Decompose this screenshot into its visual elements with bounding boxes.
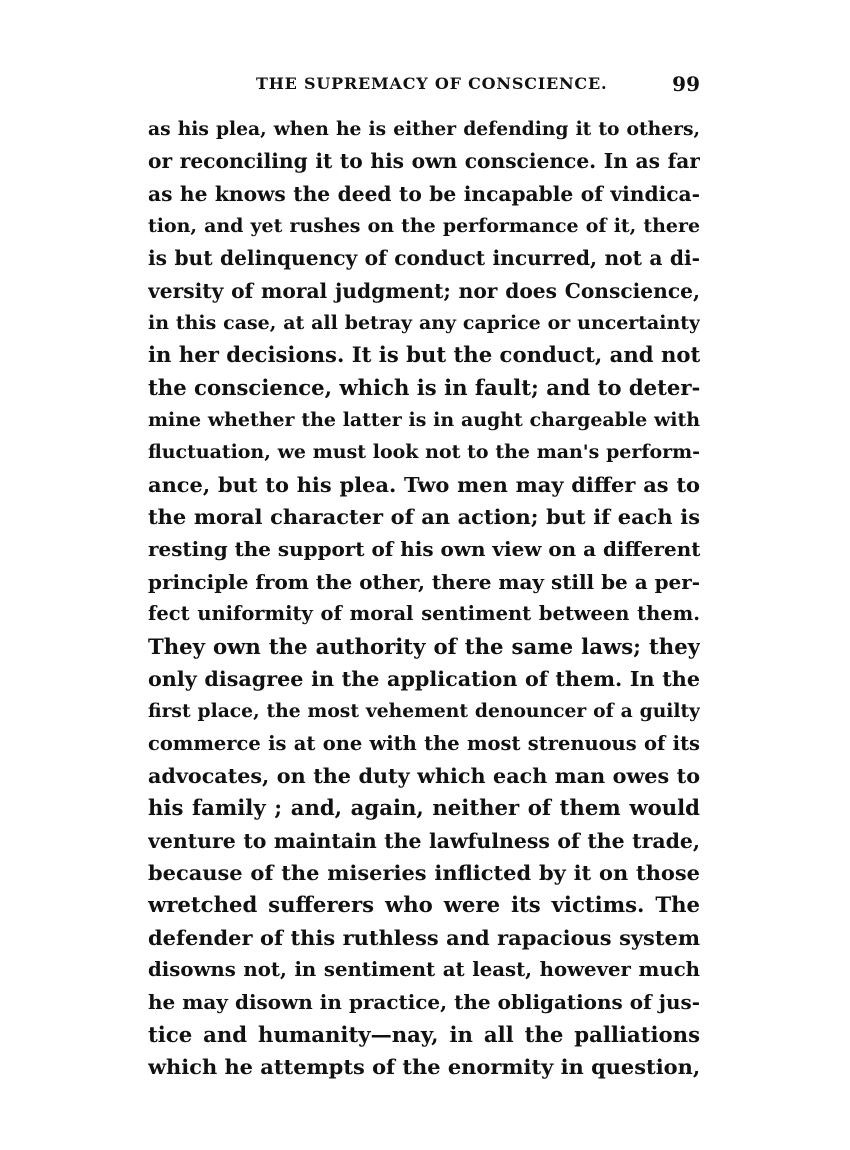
text-line: resting the support of his own view on a different	[148, 537, 700, 562]
text-line: defender of this ruthless and rapacious system	[148, 924, 700, 950]
text-line: fluctuation, we must look not to the man's perform-	[148, 441, 700, 464]
text-line: the conscience, which is in fault; and to deter-	[148, 374, 700, 400]
text-line: fect uniformity of moral sentiment between them.	[148, 602, 700, 626]
text-line: tion, and yet rushes on the performance of it, there	[148, 215, 700, 238]
text-line: wretched sufferers who were its victims. The	[148, 892, 700, 918]
page-number: 99	[672, 72, 700, 96]
text-line: commerce is at one with the most strenuous of its	[148, 731, 700, 755]
text-line: as he knows the deed to be incapable of vindica-	[148, 181, 700, 206]
text-line: as his plea, when he is either defending it to others,	[148, 118, 700, 140]
text-line: versity of moral judgment; nor does Conscience,	[148, 278, 700, 303]
text-line: ance, but to his plea. Two men may differ as to	[148, 471, 700, 497]
body-text	[148, 113, 700, 1083]
text-line: is but delinquency of conduct incurred, not a di-	[148, 246, 700, 271]
text-line: he may disown in practice, the obligations of jus-	[148, 990, 700, 1015]
text-line: his family ; and, again, neither of them would	[148, 795, 700, 821]
text-line: the moral character of an action; but if each is	[148, 504, 700, 530]
running-header	[148, 72, 700, 102]
text-line: or reconciling it to his own conscience. In as far	[148, 149, 700, 174]
text-line: disowns not, in sentiment at least, however much	[148, 957, 700, 981]
text-line: They own the authority of the same laws; they	[148, 633, 700, 659]
text-line: principle from the other, there may still be a per-	[148, 569, 700, 594]
text-line: which he attempts of the enormity in question,	[148, 1053, 700, 1079]
text-line: only disagree in the application of them. In the	[148, 666, 700, 691]
text-line: mine whether the latter is in aught chargeable with	[148, 409, 700, 432]
text-line: first place, the most vehement denouncer of a guilty	[148, 700, 700, 723]
running-title: THE SUPREMACY OF CONSCIENCE.	[256, 74, 608, 93]
text-line: in this case, at all betray any caprice or uncertainty	[148, 312, 700, 335]
text-line: in her decisions. It is but the conduct, and not	[148, 342, 700, 368]
text-line: tice and humanity—nay, in all the palliations	[148, 1021, 700, 1047]
text-line: because of the miseries inflicted by it on those	[148, 859, 700, 885]
text-line: venture to maintain the lawfulness of the trade,	[148, 828, 700, 853]
text-line: advocates, on the duty which each man owes to	[148, 763, 700, 788]
